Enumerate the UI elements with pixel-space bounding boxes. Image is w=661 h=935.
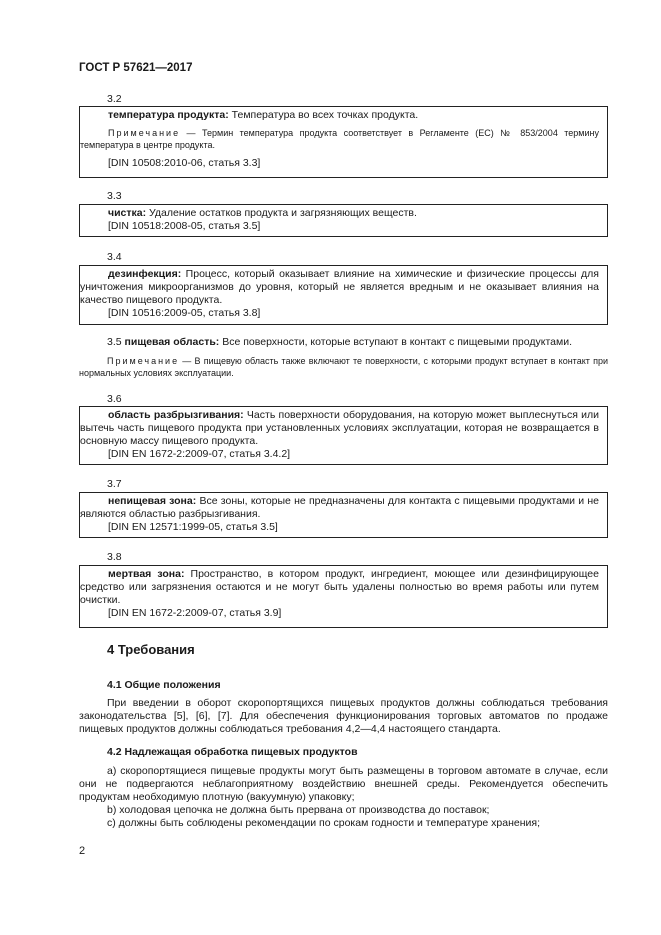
paragraph: [79, 765, 608, 830]
note-text: — В пищевую область также включают те поверхности, с которыми продукт вступает в контакт при нормальных условиях эксплуатации.: [79, 356, 608, 378]
term: мертвая зона:: [108, 568, 185, 580]
term-number: 3.8: [107, 551, 122, 563]
term-source: [DIN EN 12571:1999-05, статья 3.5]: [108, 521, 278, 533]
list-item: b) холодовая цепочка не должна быть прервана от производства до поставок;: [107, 804, 490, 816]
definition-box: [79, 204, 608, 237]
definition-box: [79, 565, 608, 628]
term-definition: Все зоны, которые не предназначены для контакта с пищевыми продуктами и не являются областью разбрызгивания.: [80, 495, 600, 520]
term: пищевая область:: [124, 336, 220, 348]
paragraph: [79, 697, 608, 736]
list-item: с) должны быть соблюдены рекомендации по срокам годности и температуре хранения;: [107, 817, 541, 829]
term-source: [DIN 10516:2009-05, статья 3.8]: [108, 307, 261, 319]
definition-box: [79, 406, 608, 465]
term-source: [DIN 10518:2008-05, статья 3.5]: [108, 220, 261, 232]
section-title: 4 Требования: [107, 642, 195, 657]
definition-box: [79, 265, 608, 325]
term-number: 3.2: [107, 93, 122, 105]
term-number: 3.5: [107, 336, 122, 348]
term-definition: Пространство, в котором продукт, ингредиент, моющее или дезинфицирующее средство или загрязнения остаются и не могут быть удалены полностью во время работы или путем очистки.: [80, 568, 599, 606]
term-source: [DIN 10508:2010-06, статья 3.3]: [108, 157, 261, 169]
term-definition: Удаление остатков продукта и загрязняющих веществ.: [146, 207, 417, 219]
term-definition: Часть поверхности оборудования, на которую может выплеснуться или вытечь часть пищевого продукта при установленных условиях эксплуатации, которая не возвращается в основную массу пищевого продукта.: [80, 409, 599, 447]
term-definition: Температура во всех точках продукта.: [228, 109, 419, 121]
note-label: Примечание: [108, 128, 181, 138]
term: чистка:: [108, 207, 147, 219]
term-definition: Процесс, который оказывает влияние на химические и физические процессы для уничтожения микроорганизмов до уровня, который не является вредным и не оказывает влияния на качество пищевого продукта.: [80, 268, 599, 306]
definition-box: [79, 492, 608, 538]
note-label: Примечание: [107, 356, 180, 366]
list-item: а) скоропортящиеся пищевые продукты могут быть размещены в торговом автомате в случае, если они не подвергаются неблагоприятному воздействию внешней среды. Рекомендуется обеспечить продуктам необходимую плотную (вакуумную) упаковку;: [79, 765, 608, 803]
page-number: 2: [79, 845, 86, 857]
term: область разбрызгивания:: [108, 409, 244, 421]
term-definition: Все поверхности, которые вступают в контакт с пищевыми продуктами.: [219, 336, 572, 348]
term: непищевая зона:: [108, 495, 197, 507]
definition-box: [79, 106, 608, 178]
definition-free: [79, 336, 608, 379]
term-source: [DIN EN 1672-2:2009-07, статья 3.4.2]: [108, 448, 291, 460]
term: температура продукта:: [108, 109, 229, 121]
term-number: 3.6: [107, 393, 122, 405]
term-number: 3.7: [107, 478, 122, 490]
paragraph-text: При введении в оборот скоропортящихся пищевых продуктов должны соблюдаться требования законодательства [5], [6], [7]. Для обеспечения функционирования торговых автоматов по продаже пищевых продуктов должны соблюдаться требования 4,2—4,4 настоящего стандарта.: [79, 697, 608, 735]
term-number: 3.3: [107, 190, 122, 202]
document-header: ГОСТ Р 57621—2017: [79, 62, 193, 74]
note-text: — Термин температура продукта соответствует в Регламенте (ЕС) № 853/2004 термину температура в центре продукта.: [80, 128, 599, 150]
term-source: [DIN EN 1672-2:2009-07, статья 3.9]: [108, 607, 282, 619]
subsection-title: 4.2 Надлежащая обработка пищевых продуктов: [107, 746, 358, 758]
term: дезинфекция:: [108, 268, 182, 280]
subsection-title: 4.1 Общие положения: [107, 679, 221, 691]
term-number: 3.4: [107, 251, 122, 263]
